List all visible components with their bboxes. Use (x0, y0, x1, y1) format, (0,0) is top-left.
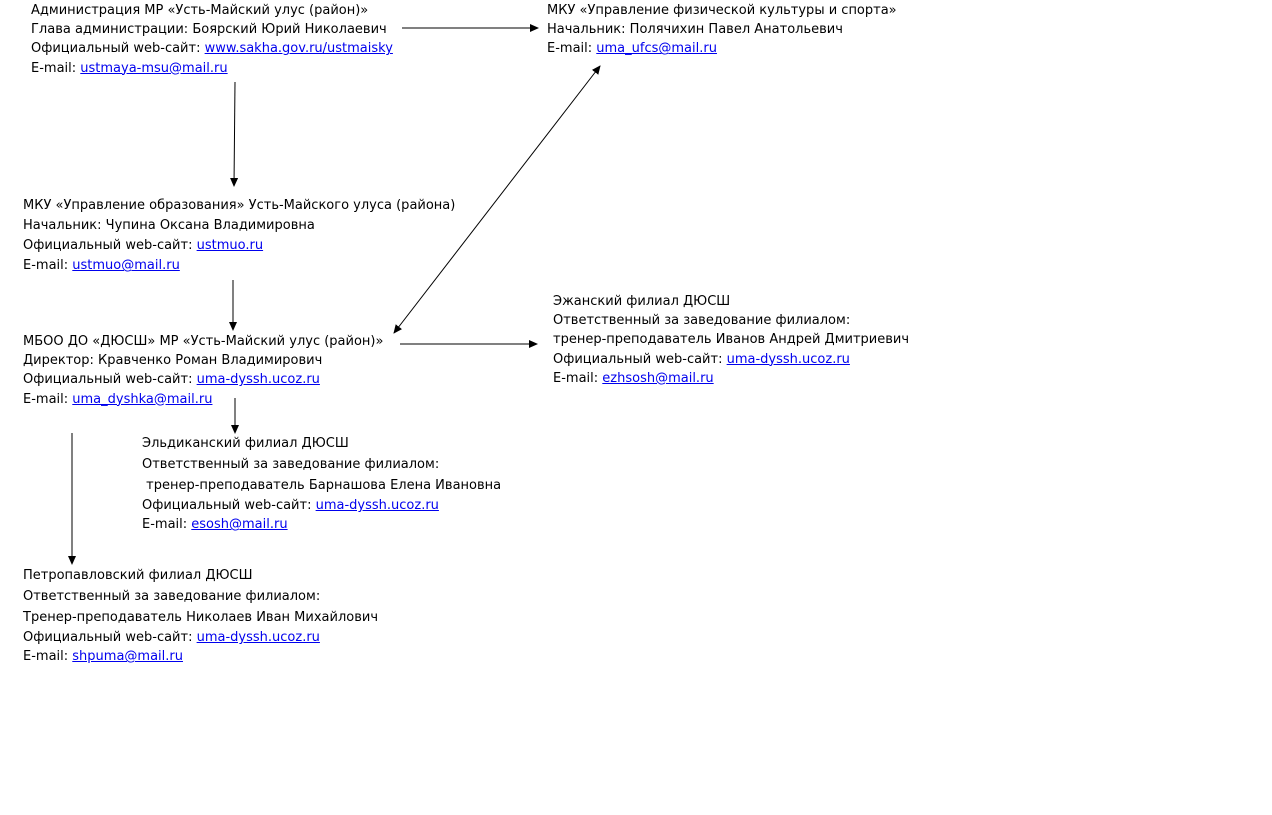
email-link[interactable]: ustmuo@mail.ru (72, 258, 180, 274)
email-label: E-mail: (553, 370, 603, 386)
email-link[interactable]: uma_dyshka@mail.ru (72, 391, 213, 407)
node-head: Начальник: Чупина Оксана Владимировна (23, 218, 315, 233)
node-responsible: Ответственный за заведование филиалом: (142, 457, 440, 472)
node-sport-department (547, 1, 897, 59)
node-responsible: Ответственный за заведование филиалом: (553, 313, 851, 329)
email-link[interactable]: ustmaya-msu@mail.ru (80, 60, 228, 76)
node-site-row (23, 628, 378, 647)
site-label: Официальный web-сайт: (23, 630, 197, 645)
node-dyussh (23, 332, 383, 409)
site-link[interactable]: uma-dyssh.ucoz.ru (196, 630, 320, 645)
node-head: Начальник: Полячихин Павел Анатольевич (547, 22, 843, 38)
node-title: МКУ «Управление образования» Усть-Майского улуса (района) (23, 198, 456, 213)
node-site-row (23, 235, 455, 256)
email-label: E-mail: (142, 517, 192, 533)
node-title: Петропавловский филиал ДЮСШ (23, 568, 253, 583)
site-link[interactable]: uma-dyssh.ucoz.ru (315, 498, 439, 513)
node-education-department (23, 195, 455, 275)
email-link[interactable]: ezhsosh@mail.ru (602, 370, 714, 386)
site-link[interactable]: ustmuo.ru (196, 238, 264, 254)
node-person: Тренер-преподаватель Николаев Иван Михайлович (23, 610, 378, 625)
email-label: E-mail: (31, 60, 81, 76)
node-site-row (553, 350, 909, 369)
site-label: Официальный web-сайт: (23, 372, 197, 388)
node-site-row (31, 39, 393, 58)
node-title: МБОО ДО «ДЮСШ» МР «Усть-Майский улус (район)» (23, 334, 384, 349)
site-label: Официальный web-сайт: (31, 41, 205, 57)
email-label: E-mail: (23, 649, 73, 665)
node-email-row (553, 369, 909, 388)
site-link[interactable]: www.sakha.gov.ru/ustmaisky (204, 41, 393, 57)
node-title: Эжанский филиал ДЮСШ (553, 294, 731, 309)
site-label: Официальный web-сайт: (23, 238, 197, 254)
node-title: МКУ «Управление физической культуры и спорта» (547, 3, 897, 18)
node-person: тренер-преподаватель Барнашова Елена Ивановна (142, 478, 502, 493)
node-email-row (23, 647, 378, 666)
node-site-row (23, 370, 383, 389)
email-label: E-mail: (547, 41, 597, 57)
node-title: Эльдиканский филиал ДЮСШ (142, 436, 349, 451)
email-label: E-mail: (23, 258, 73, 274)
node-petropavlovsk-branch (23, 565, 378, 666)
node-responsible: Ответственный за заведование филиалом: (23, 589, 321, 604)
node-email-row (31, 59, 393, 78)
site-link[interactable]: uma-dyssh.ucoz.ru (726, 351, 850, 367)
node-head: Глава администрации: Боярский Юрий Николаевич (31, 22, 387, 38)
arrow-admin-to-education (234, 82, 235, 186)
node-email-row (23, 390, 383, 409)
node-ezhansky-branch (553, 292, 909, 388)
email-link[interactable]: shpuma@mail.ru (72, 649, 183, 665)
site-label: Официальный web-сайт: (553, 351, 727, 367)
site-label: Официальный web-сайт: (142, 498, 316, 513)
node-email-row (142, 515, 501, 534)
email-link[interactable]: uma_ufcs@mail.ru (596, 41, 717, 57)
site-link[interactable]: uma-dyssh.ucoz.ru (196, 372, 320, 388)
node-title: Администрация МР «Усть-Майский улус (район)» (31, 3, 369, 18)
node-email-row (23, 256, 455, 275)
email-link[interactable]: esosh@mail.ru (191, 517, 288, 533)
node-administration (31, 1, 393, 78)
node-head: Директор: Кравченко Роман Владимирович (23, 353, 323, 369)
node-eldikan-branch (142, 433, 501, 534)
node-site-row (142, 496, 501, 515)
node-person: тренер-преподаватель Иванов Андрей Дмитриевич (553, 332, 910, 348)
node-email-row (547, 39, 897, 58)
email-label: E-mail: (23, 391, 73, 407)
